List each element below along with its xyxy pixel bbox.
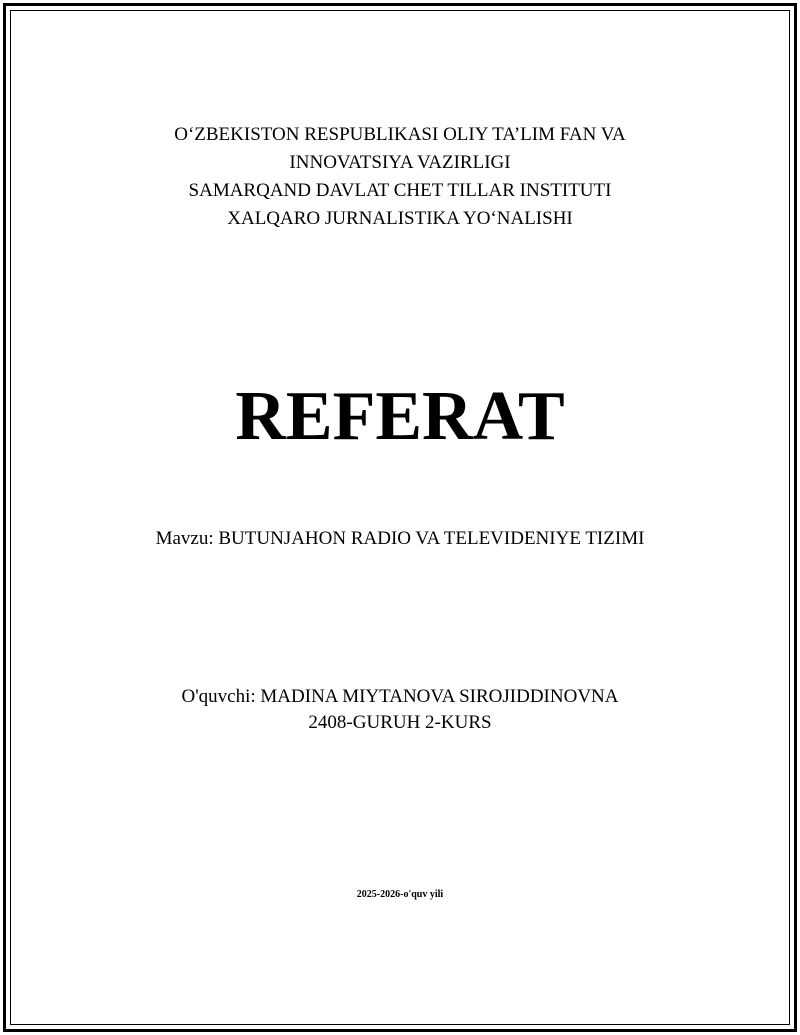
student-info: [0, 684, 800, 736]
header-line-ministry: O‘ZBEKISTON RESPUBLIKASI OLIY TA’LIM FAN VA: [174, 124, 626, 145]
student-group-line: 2408-GURUH 2-KURS: [308, 712, 492, 733]
header-line-ministry-cont: INNOVATSIYA VAZIRLIGI: [289, 152, 511, 173]
institution-header: [0, 121, 800, 233]
header-line-institute: SAMARQAND DAVLAT CHET TILLAR INSTITUTI: [188, 180, 612, 201]
topic-line: Mavzu: BUTUNJAHON RADIO VA TELEVIDENIYE TIZIMI: [155, 528, 645, 549]
document-title: REFERAT: [235, 378, 565, 455]
academic-year: 2025-2026-o'quv yili: [356, 889, 444, 900]
header-line-department: XALQARO JURNALISTIKA YO‘NALISHI: [227, 208, 573, 229]
student-name-line: O'quvchi: MADINA MIYTANOVA SIROJIDDINOVNA: [181, 686, 619, 707]
